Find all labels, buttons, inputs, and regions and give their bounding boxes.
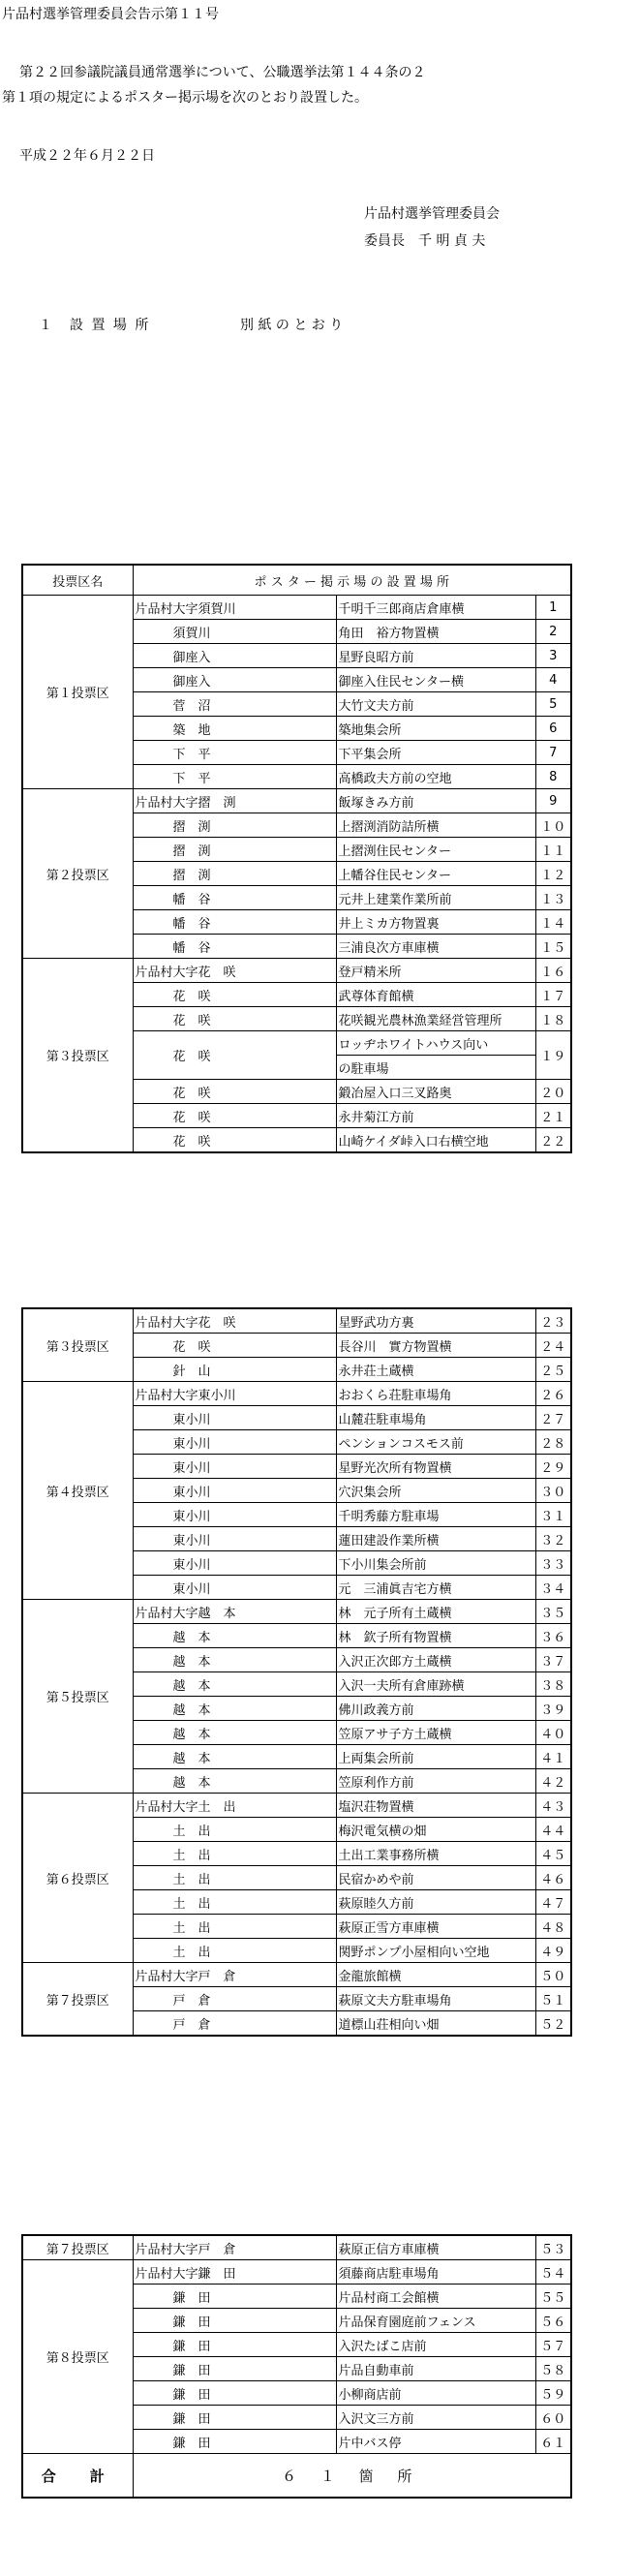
address-cell: 飯塚きみ方前 [336,789,535,813]
village-cell: 片品村大字戸 倉 [133,2235,336,2260]
village-cell: 片品村大字土 出 [133,1794,336,1818]
village-cell: 越 本 [133,1624,336,1648]
village-cell: 戸 倉 [133,2011,336,2037]
village-cell: 東小川 [133,1576,336,1600]
village-cell: 鎌 田 [133,2309,336,2333]
address-cell: 下平集会所 [336,741,535,765]
poster-table-2 [21,1307,570,2037]
address-cell: 片品保育園庭前フェンス [336,2309,535,2333]
village-cell: 片品村大字花 咲 [133,1308,336,1334]
address-cell: 小柳商店前 [336,2381,535,2406]
address-cell: 上摺渕住民センター [336,838,535,862]
district-name: 第１投票区 [22,596,133,789]
village-cell: 片品村大字花 咲 [133,959,336,983]
number-cell: １３ [535,886,571,910]
address-cell: 井上ミカ方物置裏 [336,910,535,935]
village-cell: 東小川 [133,1551,336,1576]
number-cell: 6 [535,717,571,741]
number-cell: ３９ [535,1697,571,1721]
village-cell: 鎌 田 [133,2357,336,2381]
village-cell: 東小川 [133,1430,336,1455]
village-cell: 針 山 [133,1358,336,1382]
district-name: 第５投票区 [22,1600,133,1794]
number-cell: １９ [535,1031,571,1080]
village-cell: 鎌 田 [133,2406,336,2430]
village-cell: 土 出 [133,1842,336,1866]
address-cell: 上摺渕消防詰所横 [336,813,535,838]
poster-table-3 [21,2234,570,2499]
number-cell: ５７ [535,2333,571,2357]
address-cell: 永井荘土蔵横 [336,1358,535,1382]
number-cell: ４１ [535,1745,571,1769]
number-cell: ５９ [535,2381,571,2406]
village-cell: 花 咲 [133,1334,336,1358]
village-cell: 幡 谷 [133,886,336,910]
village-cell: 片品村大字摺 渕 [133,789,336,813]
address-cell: 入沢正次郎方土蔵横 [336,1648,535,1672]
village-cell: 花 咲 [133,1031,336,1080]
address-cell: 千明秀藤方駐車場 [336,1503,535,1527]
number-cell: ４２ [535,1769,571,1794]
village-cell: 鎌 田 [133,2430,336,2454]
district-name: 第７投票区 [22,1963,133,2037]
address-cell: 萩原文夫方駐車場角 [336,1987,535,2011]
number-cell: ３５ [535,1600,571,1624]
address-cell: 長谷川 實方物置横 [336,1334,535,1358]
village-cell: 鎌 田 [133,2333,336,2357]
village-cell: 片品村大字越 本 [133,1600,336,1624]
item1-value: 別 紙 の と お り [240,318,344,333]
table-row [22,959,571,983]
total-label: 合 計 [22,2454,133,2499]
table-row [22,1794,571,1818]
number-cell: ２６ [535,1382,571,1406]
district-name: 第３投票区 [22,1308,133,1382]
address-cell: 道標山荘相向い畑 [336,2011,535,2037]
notice-body-line2: 第１項の規定によるポスター掲示場を次のとおり設置した。 [2,90,368,106]
table-row [22,1382,571,1406]
address-cell: 片中バス停 [336,2430,535,2454]
number-cell: ４４ [535,1818,571,1842]
address-cell: 花咲観光農林漁業経営管理所 [336,1007,535,1031]
number-cell: １２ [535,862,571,886]
village-cell: 築 地 [133,717,336,741]
district-name: 第３投票区 [22,959,133,1153]
number-cell: ４９ [535,1939,571,1963]
address-cell: 萩原睦久方前 [336,1890,535,1915]
village-cell: 菅 沼 [133,692,336,717]
village-cell: 東小川 [133,1527,336,1551]
address-cell: 入沢たばこ店前 [336,2333,535,2357]
address-cell: 星野良昭方前 [336,644,535,668]
village-cell: 片品村大字戸 倉 [133,1963,336,1987]
number-cell: ２４ [535,1334,571,1358]
address-cell: 笠原アサ子方土蔵横 [336,1721,535,1745]
village-cell: 土 出 [133,1939,336,1963]
address-cell: 片品自動車前 [336,2357,535,2381]
village-cell: 摺 渕 [133,813,336,838]
address-cell: 入沢一夫所有倉庫跡横 [336,1672,535,1697]
district-name: 第４投票区 [22,1382,133,1600]
table-row [22,1600,571,1624]
address-cell: 登戸精米所 [336,959,535,983]
village-cell: 土 出 [133,1890,336,1915]
table-row [22,789,571,813]
village-cell: 越 本 [133,1721,336,1745]
table-row [22,1308,571,1334]
number-cell: ２５ [535,1358,571,1382]
number-cell: ２３ [535,1308,571,1334]
address-cell: 築地集会所 [336,717,535,741]
number-cell: 3 [535,644,571,668]
address-cell: の駐車場 [336,1056,535,1080]
address-cell: 山崎ケイダ峠入口右横空地 [336,1128,535,1153]
village-cell: 花 咲 [133,1007,336,1031]
item1-label: １ 設 置 場 所 [39,318,151,333]
address-cell: 山麓荘駐車場角 [336,1406,535,1430]
number-cell: ２０ [535,1080,571,1104]
village-cell: 東小川 [133,1406,336,1430]
total-value: ６ １ 箇 所 [133,2454,571,2499]
village-cell: 下 平 [133,765,336,789]
address-cell: 星野光次所有物置横 [336,1455,535,1479]
village-cell: 摺 渕 [133,838,336,862]
number-cell: 4 [535,668,571,692]
number-cell: ３６ [535,1624,571,1648]
number-cell: ５５ [535,2285,571,2309]
number-cell: ５１ [535,1987,571,2011]
notice-date: 平成２２年６月２２日 [19,148,155,164]
address-cell: 鍛冶屋入口三叉路奥 [336,1080,535,1104]
village-cell: 土 出 [133,1915,336,1939]
address-cell: 穴沢集会所 [336,1479,535,1503]
number-cell: ４８ [535,1915,571,1939]
number-cell: ３１ [535,1503,571,1527]
number-cell: ５０ [535,1963,571,1987]
number-cell: 9 [535,789,571,813]
village-cell: 片品村大字鎌 田 [133,2260,336,2285]
address-cell: 上幡谷住民センター [336,862,535,886]
number-cell: １１ [535,838,571,862]
number-cell: ２１ [535,1104,571,1128]
number-cell: ６０ [535,2406,571,2430]
address-cell: 三浦良次方車庫横 [336,935,535,959]
village-cell: 越 本 [133,1648,336,1672]
address-cell: 蓮田建設作業所横 [336,1527,535,1551]
address-cell: 下小川集会所前 [336,1551,535,1576]
address-cell: 萩原正信方車庫横 [336,2235,535,2260]
header-locations: ポ ス タ ー 掲 示 場 の 設 置 場 所 [133,565,571,596]
address-cell: 元井上建業作業所前 [336,886,535,910]
village-cell: 須賀川 [133,620,336,644]
address-cell: 角田 裕方物置横 [336,620,535,644]
number-cell: ３２ [535,1527,571,1551]
number-cell: ５２ [535,2011,571,2037]
header-district: 投票区名 [22,565,133,596]
header-row [22,565,571,596]
number-cell: ４７ [535,1890,571,1915]
number-cell: ６１ [535,2430,571,2454]
village-cell: 幡 谷 [133,910,336,935]
village-cell: 東小川 [133,1503,336,1527]
address-cell: 元 三浦眞吉宅方横 [336,1576,535,1600]
total-row [22,2454,571,2499]
number-cell: ３７ [535,1648,571,1672]
number-cell: ４５ [535,1842,571,1866]
district-name: 第７投票区 [22,2235,133,2260]
address-cell: 入沢文三方前 [336,2406,535,2430]
address-cell: 大竹文夫方前 [336,692,535,717]
number-cell: ５３ [535,2235,571,2260]
address-cell: 民宿かめや前 [336,1866,535,1890]
number-cell: １７ [535,983,571,1007]
address-cell: 金龍旅館横 [336,1963,535,1987]
number-cell: ３０ [535,1479,571,1503]
notice-title: 片品村選挙管理委員会告示第１１号 [2,7,219,22]
number-cell: 2 [535,620,571,644]
number-cell: ２８ [535,1430,571,1455]
notice-body-line1: 第２２回参議院議員通常選挙について、公職選挙法第１４４条の２ [19,65,426,80]
village-cell: 越 本 [133,1745,336,1769]
number-cell: 5 [535,692,571,717]
village-cell: 東小川 [133,1455,336,1479]
district-name: 第２投票区 [22,789,133,959]
address-cell: 塩沢荘物置横 [336,1794,535,1818]
number-cell: ４０ [535,1721,571,1745]
address-cell: ペンションコスモス前 [336,1430,535,1455]
number-cell: ２７ [535,1406,571,1430]
address-cell: 土出工業事務所横 [336,1842,535,1866]
address-cell: 上両集会所前 [336,1745,535,1769]
table-row [22,2235,571,2260]
village-cell: 片品村大字東小川 [133,1382,336,1406]
village-cell: 越 本 [133,1697,336,1721]
village-cell: 越 本 [133,1769,336,1794]
address-cell: おおくら荘駐車場角 [336,1382,535,1406]
district-name: 第８投票区 [22,2260,133,2454]
number-cell: ３３ [535,1551,571,1576]
village-cell: 越 本 [133,1672,336,1697]
village-cell: 幡 谷 [133,935,336,959]
address-cell: 林 元子所有土蔵横 [336,1600,535,1624]
address-cell: 永井菊江方前 [336,1104,535,1128]
village-cell: 鎌 田 [133,2381,336,2406]
address-cell: 武尊体育館横 [336,983,535,1007]
village-cell: 花 咲 [133,1080,336,1104]
issuer-org: 片品村選挙管理委員会 [364,206,500,222]
table-row [22,596,571,620]
table-row [22,2260,571,2285]
address-cell: ロッヂホワイトハウス向い [336,1031,535,1056]
address-cell: 御座入住民センター横 [336,668,535,692]
district-name: 第６投票区 [22,1794,133,1963]
village-cell: 御座入 [133,644,336,668]
number-cell: 8 [535,765,571,789]
number-cell: ４６ [535,1866,571,1890]
address-cell: 梅沢電気横の畑 [336,1818,535,1842]
village-cell: 戸 倉 [133,1987,336,2011]
number-cell: １６ [535,959,571,983]
table-row [22,1963,571,1987]
number-cell: ５８ [535,2357,571,2381]
number-cell: ２２ [535,1128,571,1153]
village-cell: 摺 渕 [133,862,336,886]
number-cell: ５６ [535,2309,571,2333]
address-cell: 星野武功方裏 [336,1308,535,1334]
issuer-name: 委員長 千 明 貞 夫 [364,233,486,249]
village-cell: 鎌 田 [133,2285,336,2309]
village-cell: 片品村大字須賀川 [133,596,336,620]
address-cell: 萩原正雪方車庫横 [336,1915,535,1939]
village-cell: 花 咲 [133,1104,336,1128]
village-cell: 下 平 [133,741,336,765]
address-cell: 千明千三郎商店倉庫横 [336,596,535,620]
number-cell: ３４ [535,1576,571,1600]
number-cell: １４ [535,910,571,935]
number-cell: 1 [535,596,571,620]
address-cell: 高橋政夫方前の空地 [336,765,535,789]
address-cell: 片品村商工会館横 [336,2285,535,2309]
address-cell: 須藤商店駐車場角 [336,2260,535,2285]
number-cell: ５４ [535,2260,571,2285]
village-cell: 東小川 [133,1479,336,1503]
number-cell: 7 [535,741,571,765]
address-cell: 関野ポンプ小屋相向い空地 [336,1939,535,1963]
number-cell: １５ [535,935,571,959]
village-cell: 花 咲 [133,983,336,1007]
address-cell: 林 欽子所有物置横 [336,1624,535,1648]
number-cell: １０ [535,813,571,838]
village-cell: 御座入 [133,668,336,692]
village-cell: 土 出 [133,1866,336,1890]
address-cell: 笠原利作方前 [336,1769,535,1794]
village-cell: 花 咲 [133,1128,336,1153]
number-cell: ４３ [535,1794,571,1818]
address-cell: 佛川政義方前 [336,1697,535,1721]
poster-table-1 [21,564,570,1153]
number-cell: １８ [535,1007,571,1031]
number-cell: ３８ [535,1672,571,1697]
village-cell: 土 出 [133,1818,336,1842]
number-cell: ２９ [535,1455,571,1479]
